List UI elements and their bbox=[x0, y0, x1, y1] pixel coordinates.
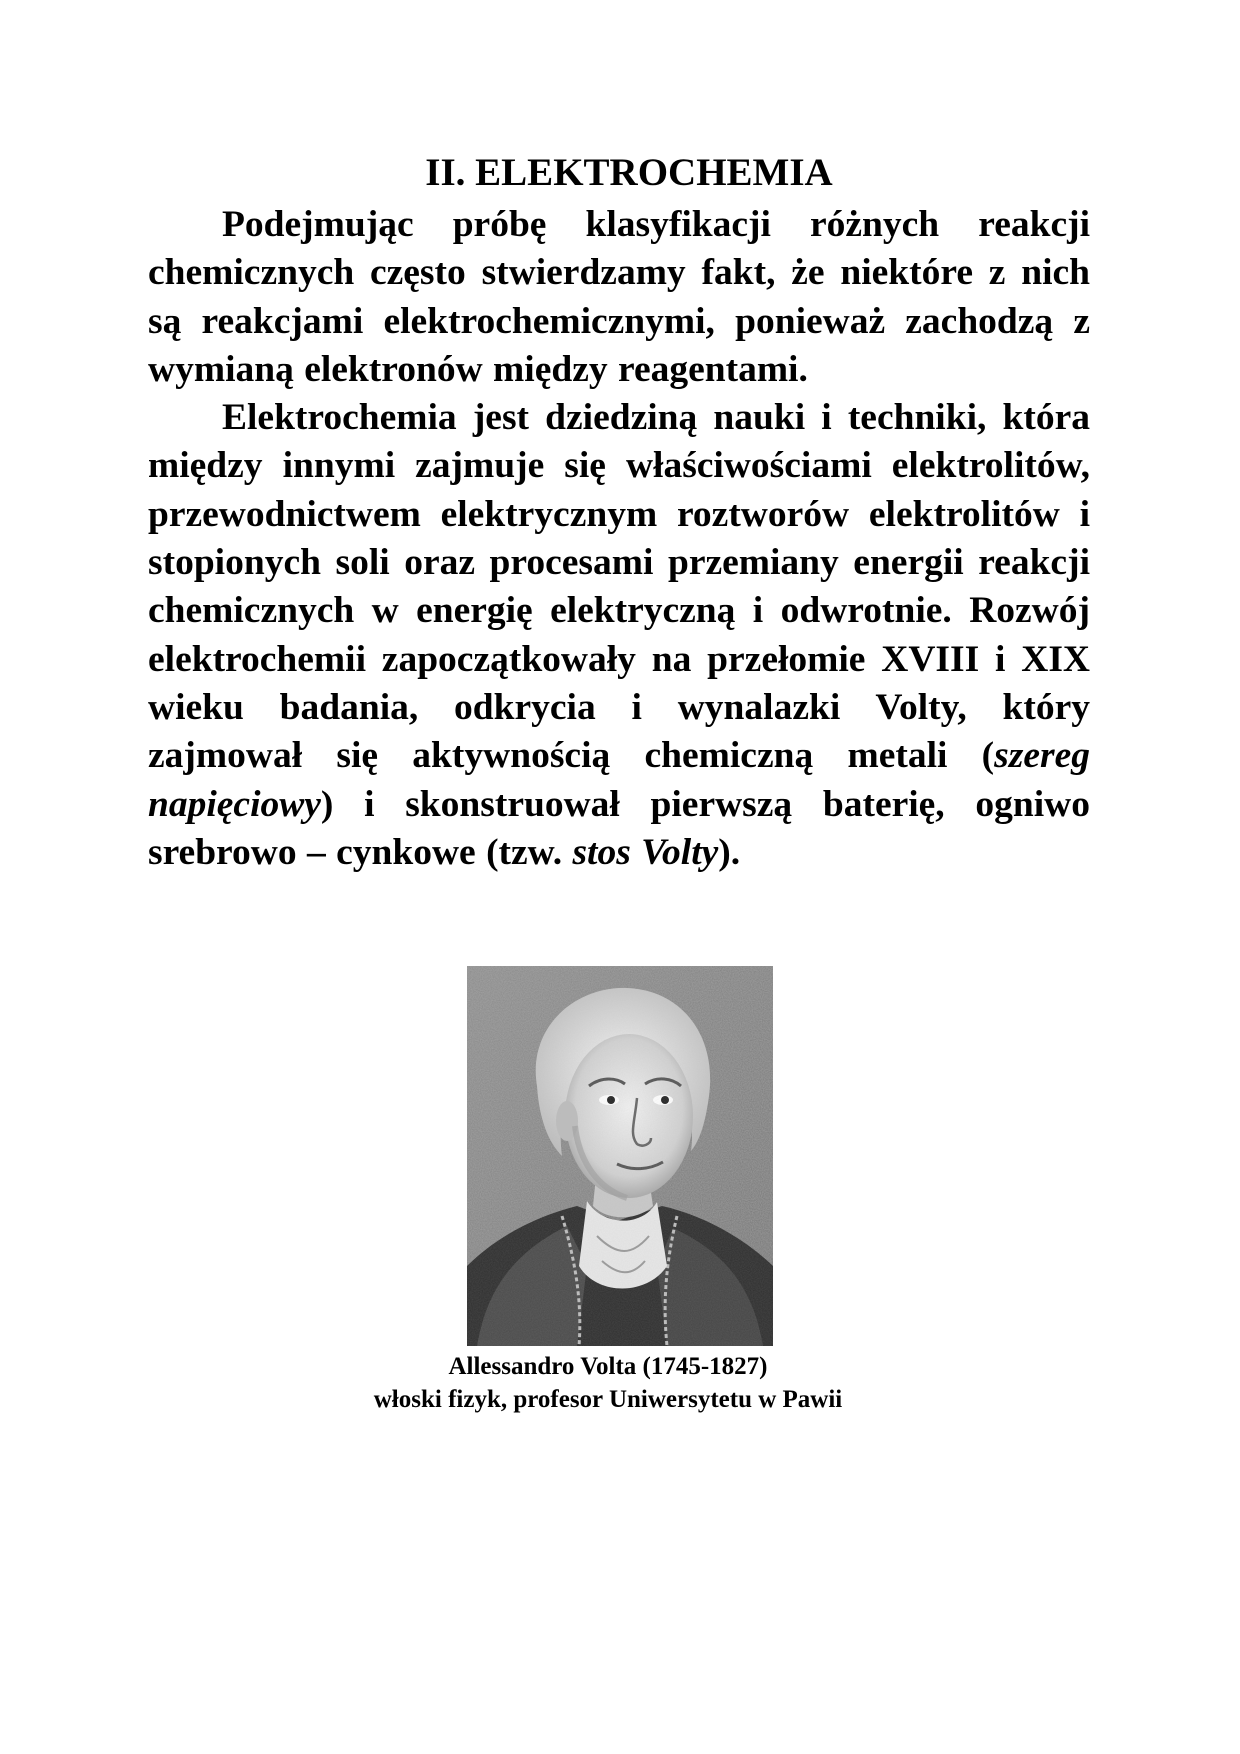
volta-portrait bbox=[467, 966, 773, 1346]
figure-caption bbox=[0, 1350, 1240, 1416]
italic-term-voltage-series: szereg napięciowy bbox=[148, 735, 1090, 825]
paragraph-part-1: Elektrochemia jest dziedziną nauki i techniki, która między innymi zajmuje się właściwościami elektrolitów, przewodnictwem elektrycznym roztworów elektrolitów i stopionych soli oraz procesami przemiany energii reakcji chemicznych w energię elektryczną i odwrotnie. Rozwój elektrochemii zapoczątkowały na przełomie XVIII i XIX wieku badania, odkrycia i wynalazki Volty, który zajmował się aktywnością chemiczną metali ( bbox=[148, 397, 1090, 777]
paragraph-intro bbox=[148, 201, 1090, 394]
italic-term-volta-pile: stos Volty bbox=[572, 831, 719, 873]
paragraph-electrochemistry bbox=[148, 394, 1090, 877]
paragraph-part-3: ). bbox=[718, 831, 741, 873]
portrait-engraving-icon bbox=[467, 966, 773, 1346]
paragraph-part-2: ) i skonstruował pierwszą baterię, ogniwo srebrowo – cynkowe (tzw. bbox=[148, 783, 1090, 873]
caption-line-name: Allessandro Volta (1745-1827) bbox=[448, 1353, 768, 1380]
document-page bbox=[148, 150, 1090, 877]
caption-line-description: włoski fizyk, profesor Uniwersytetu w Pawii bbox=[373, 1386, 843, 1413]
page-title: II. ELEKTROCHEMIA bbox=[425, 151, 833, 194]
paragraph-intro-text: Podejmując próbę klasyfikacji różnych reakcji chemicznych często stwierdzamy fakt, że niektóre z nich są reakcjami elektrochemicznymi, ponieważ zachodzą z wymianą elektronów między reagentami. bbox=[148, 204, 1090, 390]
